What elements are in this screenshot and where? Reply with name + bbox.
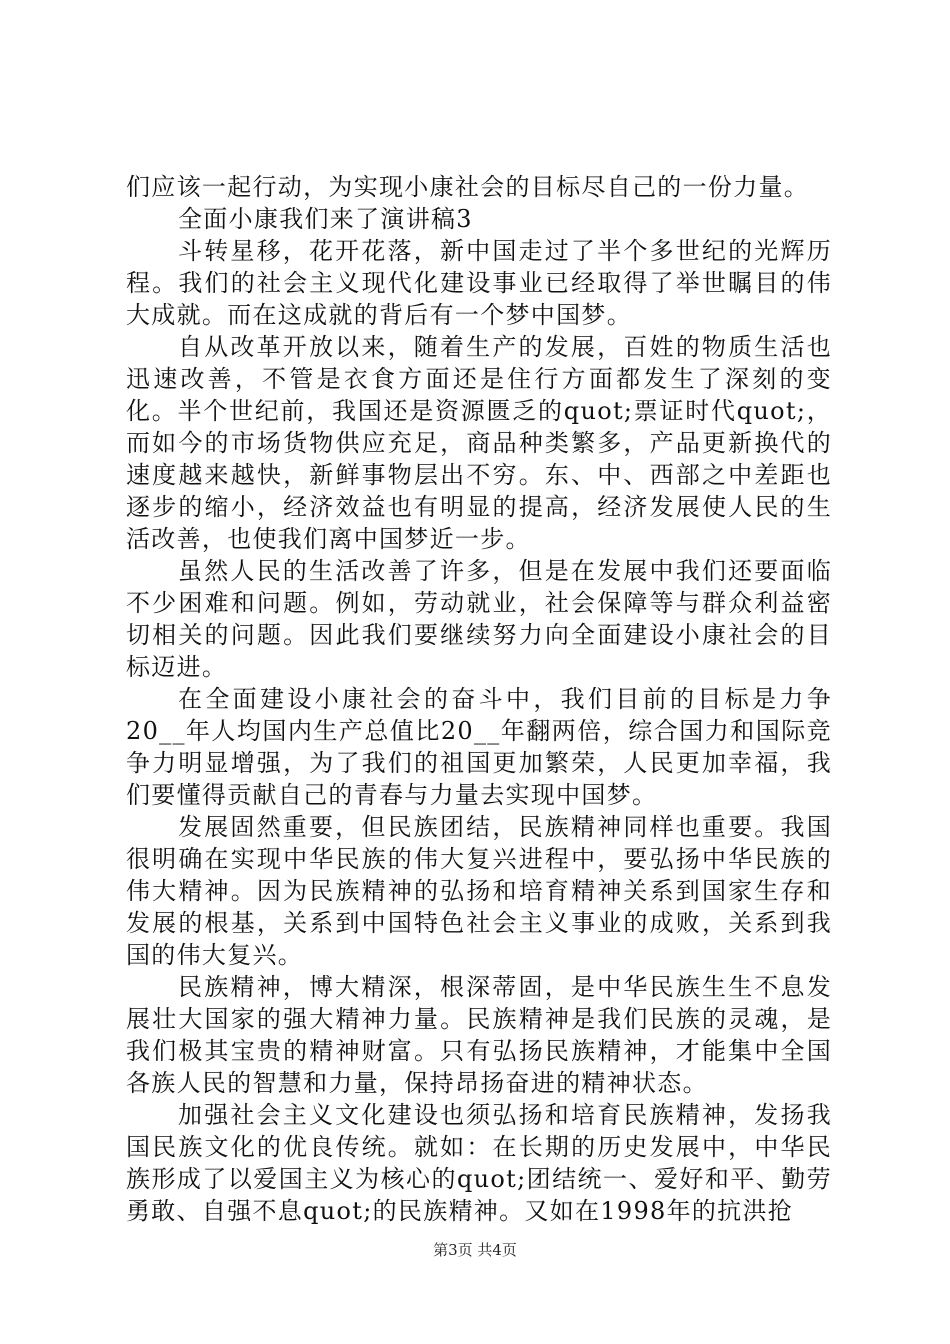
paragraph: 在全面建设小康社会的奋斗中，我们目前的目标是力争20__年人均国内生产总值比20__年翻两倍，综合国力和国际竞争力明显增强，为了我们的祖国更加繁荣，人民更加幸福，我们要懂得贡献自己的青春与力量去实现中国梦。 <box>126 685 832 809</box>
paragraph: 斗转星移，花开花落，新中国走过了半个多世纪的光辉历程。我们的社会主义现代化建设事业已经取得了举世瞩目的伟大成就。而在这成就的背后有一个梦中国梦。 <box>126 237 832 329</box>
paragraph: 发展固然重要，但民族团结，民族精神同样也重要。我国很明确在实现中华民族的伟大复兴进程中，要弘扬中华民族的伟大精神。因为民族精神的弘扬和培育精神关系到国家生存和发展的根基，关系到中国特色社会主义事业的成败，关系到我国的伟大复兴。 <box>126 813 832 969</box>
paragraph: 虽然人民的生活改善了许多，但是在发展中我们还要面临不少困难和问题。例如，劳动就业，社会保障等与群众利益密切相关的问题。因此我们要继续努力向全面建设小康社会的目标迈进。 <box>126 557 832 681</box>
paragraph: 加强社会主义文化建设也须弘扬和培育民族精神，发扬我国民族文化的优良传统。就如：在长期的历史发展中，中华民族形成了以爱国主义为核心的quot;团结统一、爱好和平、勤劳勇敢、自强不息quot;的民族精神。又如在1998年的抗洪抢 <box>126 1101 832 1225</box>
paragraph-continuation: 们应该一起行动，为实现小康社会的目标尽自己的一份力量。 <box>126 173 810 201</box>
page-number-label: 第3页 共4页 <box>433 1241 517 1259</box>
page-footer <box>0 1240 950 1260</box>
paragraph: 民族精神，博大精深，根深蒂固，是中华民族生生不息发展壮大国家的强大精神力量。民族精神是我们民族的灵魂，是我们极其宝贵的精神财富。只有弘扬民族精神，才能集中全国各族人民的智慧和力量，保持昂扬奋进的精神状态。 <box>126 973 832 1097</box>
paragraph: 自从改革开放以来，随着生产的发展，百姓的物质生活也迅速改善，不管是衣食方面还是住行方面都发生了深刻的变化。半个世纪前，我国还是资源匮乏的quot;票证时代quot;，而如今的市场货物供应充足，商品种类繁多，产品更新换代的速度越来越快，新鲜事物层出不穷。东、中、西部之中差距也逐步的缩小，经济效益也有明显的提高，经济发展使人民的生活改善，也使我们离中国梦近一步。 <box>126 333 832 553</box>
section-heading: 全面小康我们来了演讲稿3 <box>178 205 473 233</box>
document-body <box>126 171 832 1227</box>
